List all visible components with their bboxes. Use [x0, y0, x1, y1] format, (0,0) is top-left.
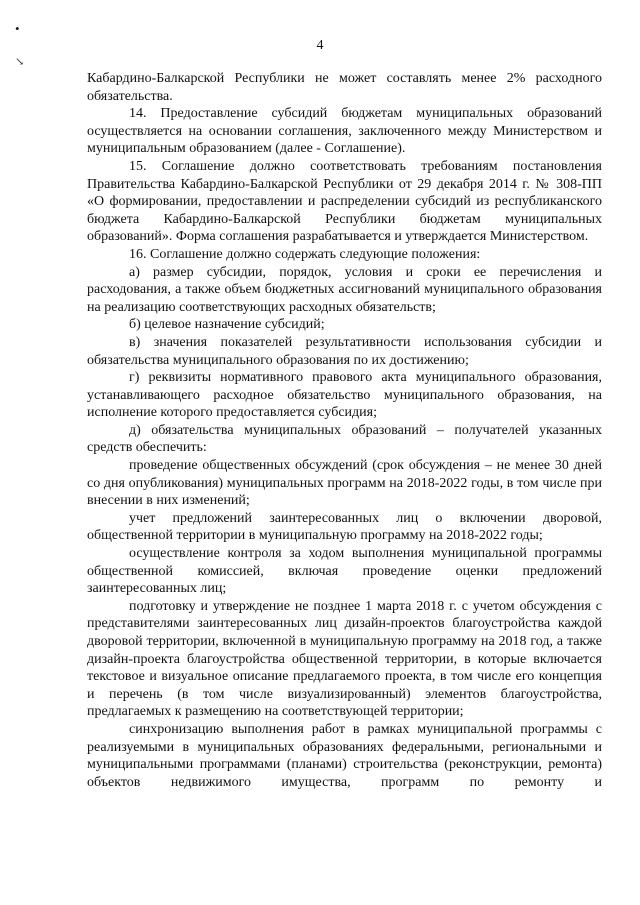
paragraph: г) реквизиты нормативного правового акта муниципального образования, устанавливающего расходное обязательство муниципального образования, на исполнение которого предоставляется субсидия; — [87, 370, 602, 421]
paragraph: в) значения показателей результативности использования субсидии и обязательства муниципального образования по их достижению; — [87, 334, 602, 368]
margin-scan-mark: ↘ — [15, 56, 25, 68]
paragraph: проведение общественных обсуждений (срок обсуждения – не менее 30 дней со дня опубликования) муниципальных программ на 2018-2022 годы, в том числе при внесении в них изменений; — [87, 458, 602, 509]
page-number: 4 — [316, 38, 324, 53]
paragraph: 15. Соглашение должно соответствовать требованиям постановления Правительства Кабардино-Балкарской Республики от 29 декабря 2014 г. № 308-ПП «О формировании, предоставлении и распределении субсидий из республиканского бюджета Кабардино-Балкарской Республики бюджетам муниципальных образований». Форма соглашения разрабатывается и утверждается Министерством. — [87, 158, 602, 245]
paragraph: а) размер субсидии, порядок, условия и сроки ее перечисления и расходования, а также объем бюджетных ассигнований муниципального образования на реализацию соответствующих расходных обязательств; — [87, 264, 602, 315]
paragraph: Кабардино-Балкарской Республики не может составлять менее 2% расходного обязательства. — [87, 71, 602, 104]
paragraph: б) целевое назначение субсидий; — [129, 317, 325, 333]
document-body — [87, 70, 602, 791]
margin-dot-mark: • — [15, 21, 20, 36]
paragraph: 14. Предоставление субсидий бюджетам муниципальных образований осуществляется на основании соглашения, заключенного между Министерством и муниципальным образованием (далее - Соглашение). — [87, 106, 602, 157]
paragraph: 16. Соглашение должно содержать следующие положения: — [129, 246, 481, 262]
paragraph: д) обязательства муниципальных образований – получателей указанных средств обеспечить: — [87, 422, 602, 456]
paragraph: осуществление контроля за ходом выполнения муниципальной программы общественной комиссией, включая проведение оценки предложений заинтересованных лиц; — [87, 546, 602, 597]
paragraph: синхронизацию выполнения работ в рамках муниципальной программы с реализуемыми в муниципальных образованиях федеральными, региональными и муниципальными программами (планами) строительства (реконструкции, ремонта) объектов недвижимого имущества, программ по ремонту и — [87, 721, 602, 790]
paragraph: учет предложений заинтересованных лиц о включении дворовой, общественной территории в муниципальную программу на 2018-2022 годы; — [87, 510, 602, 544]
paragraph: подготовку и утверждение не позднее 1 марта 2018 г. с учетом обсуждения с представителями заинтересованных лиц дизайн-проектов благоустройства каждой дворовой территории, включенной в муниципальную программу на 2018 год, а также дизайн-проекта благоустройства общественной территории, в которые включается текстовое и визуальное описание предлагаемого проекта, в том числе его концепция и перечень (в том числе визуализированный) элементов благоустройства, предлагаемых к размещению на соответствующей территории; — [87, 598, 602, 720]
